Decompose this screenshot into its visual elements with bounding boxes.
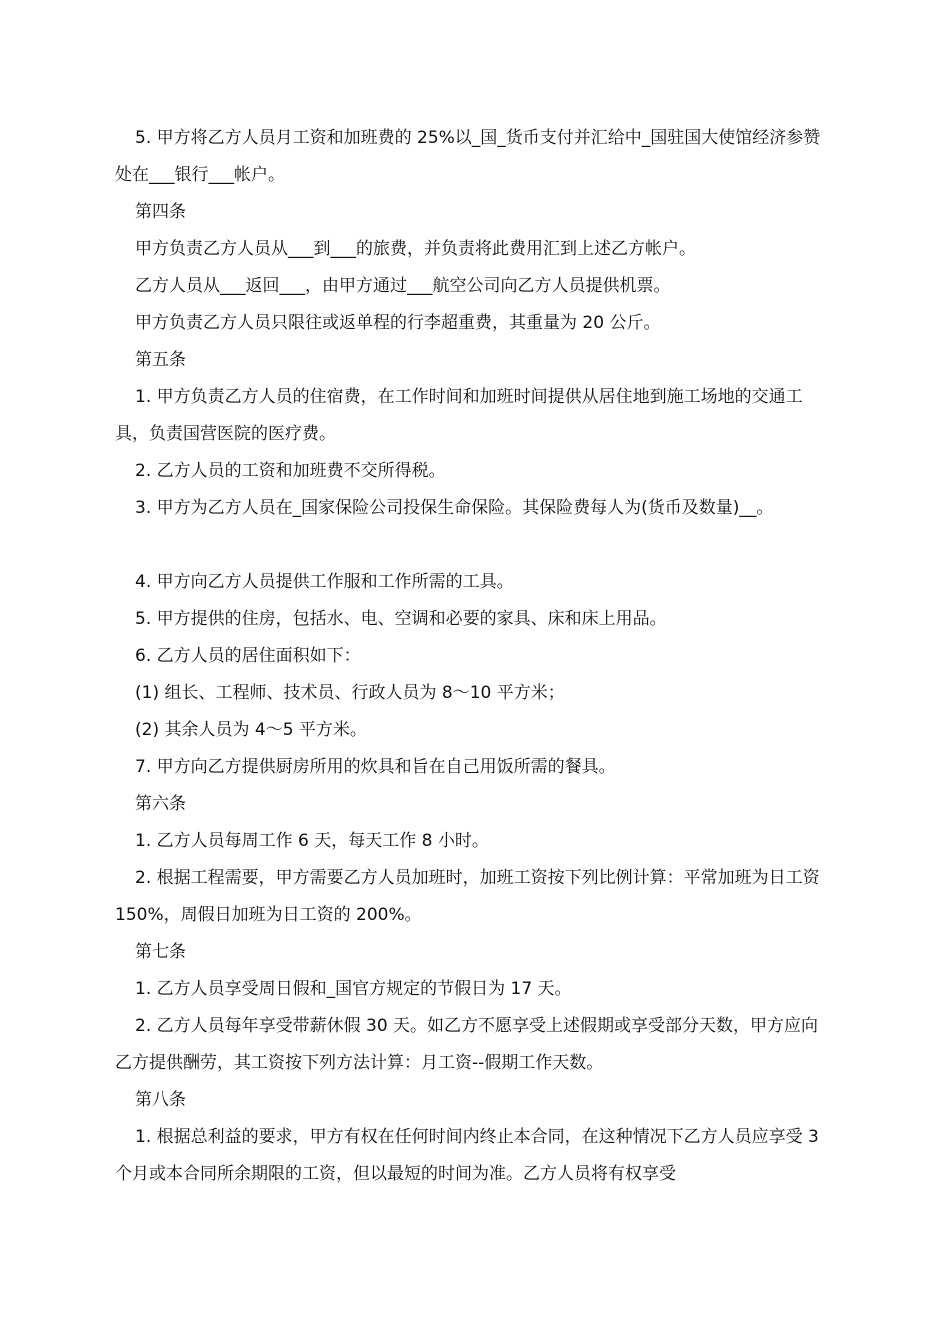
document-body — [115, 120, 835, 1193]
article-heading-5: 第五条 — [135, 350, 186, 370]
paragraph-living-area-1: (1) 组长、工程师、技术员、行政人员为 8～10 平方米； — [135, 683, 565, 703]
paragraph-paid-leave: 2. 乙方人员每年享受带薪休假 30 天。如乙方不愿享受上述假期或享受部分天数，甲方应向乙方提供酬劳，其工资按下列方法计算：月工资--假期工作天数。 — [115, 1016, 819, 1073]
paragraph-insurance: 3. 甲方为乙方人员在_国家保险公司投保生命保险。其保险费每人为(货币及数量)__。 — [135, 498, 774, 518]
blank-line — [115, 527, 835, 564]
article-heading-8: 第八条 — [135, 1090, 186, 1110]
paragraph-payment-remittance: 5. 甲方将乙方人员月工资和加班费的 25%以_国_货币支付并汇给中_国驻国大使馆经济参赞处在___银行___帐户。 — [115, 128, 821, 185]
paragraph-kitchenware: 7. 甲方向乙方提供厨房所用的炊具和旨在自己用饭所需的餐具。 — [135, 757, 616, 777]
paragraph-termination: 1. 根据总利益的要求，甲方有权在任何时间内终止本合同，在这种情况下乙方人员应享受 3 个月或本合同所余期限的工资，但以最短的时间为准。乙方人员将有权享受 — [115, 1127, 819, 1184]
paragraph-accommodation: 1. 甲方负责乙方人员的住宿费，在工作时间和加班时间提供从居住地到施工场地的交通工具，负责国营医院的医疗费。 — [115, 387, 803, 444]
paragraph-air-tickets: 乙方人员从___返回___，由甲方通过___航空公司向乙方人员提供机票。 — [135, 276, 671, 296]
paragraph-overtime: 2. 根据工程需要，甲方需要乙方人员加班时，加班工资按下列比例计算：平常加班为日工资 150%，周假日加班为日工资的 200%。 — [115, 868, 820, 925]
article-heading-6: 第六条 — [135, 794, 186, 814]
paragraph-income-tax: 2. 乙方人员的工资和加班费不交所得税。 — [135, 461, 446, 481]
paragraph-living-area: 6. 乙方人员的居住面积如下： — [135, 646, 361, 666]
paragraph-holidays: 1. 乙方人员享受周日假和_国官方规定的节假日为 17 天。 — [135, 979, 572, 999]
paragraph-living-area-2: (2) 其余人员为 4～5 平方米。 — [135, 720, 367, 740]
article-heading-4: 第四条 — [135, 202, 186, 222]
article-heading-7: 第七条 — [135, 942, 186, 962]
paragraph-work-hours: 1. 乙方人员每周工作 6 天，每天工作 8 小时。 — [135, 831, 489, 851]
paragraph-travel-expense: 甲方负责乙方人员从___到___的旅费，并负责将此费用汇到上述乙方帐户。 — [135, 239, 696, 259]
paragraph-housing: 5. 甲方提供的住房，包括水、电、空调和必要的家具、床和床上用品。 — [135, 609, 667, 629]
paragraph-work-clothes: 4. 甲方向乙方人员提供工作服和工作所需的工具。 — [135, 572, 514, 592]
paragraph-baggage: 甲方负责乙方人员只限往或返单程的行李超重费，其重量为 20 公斤。 — [135, 313, 661, 333]
